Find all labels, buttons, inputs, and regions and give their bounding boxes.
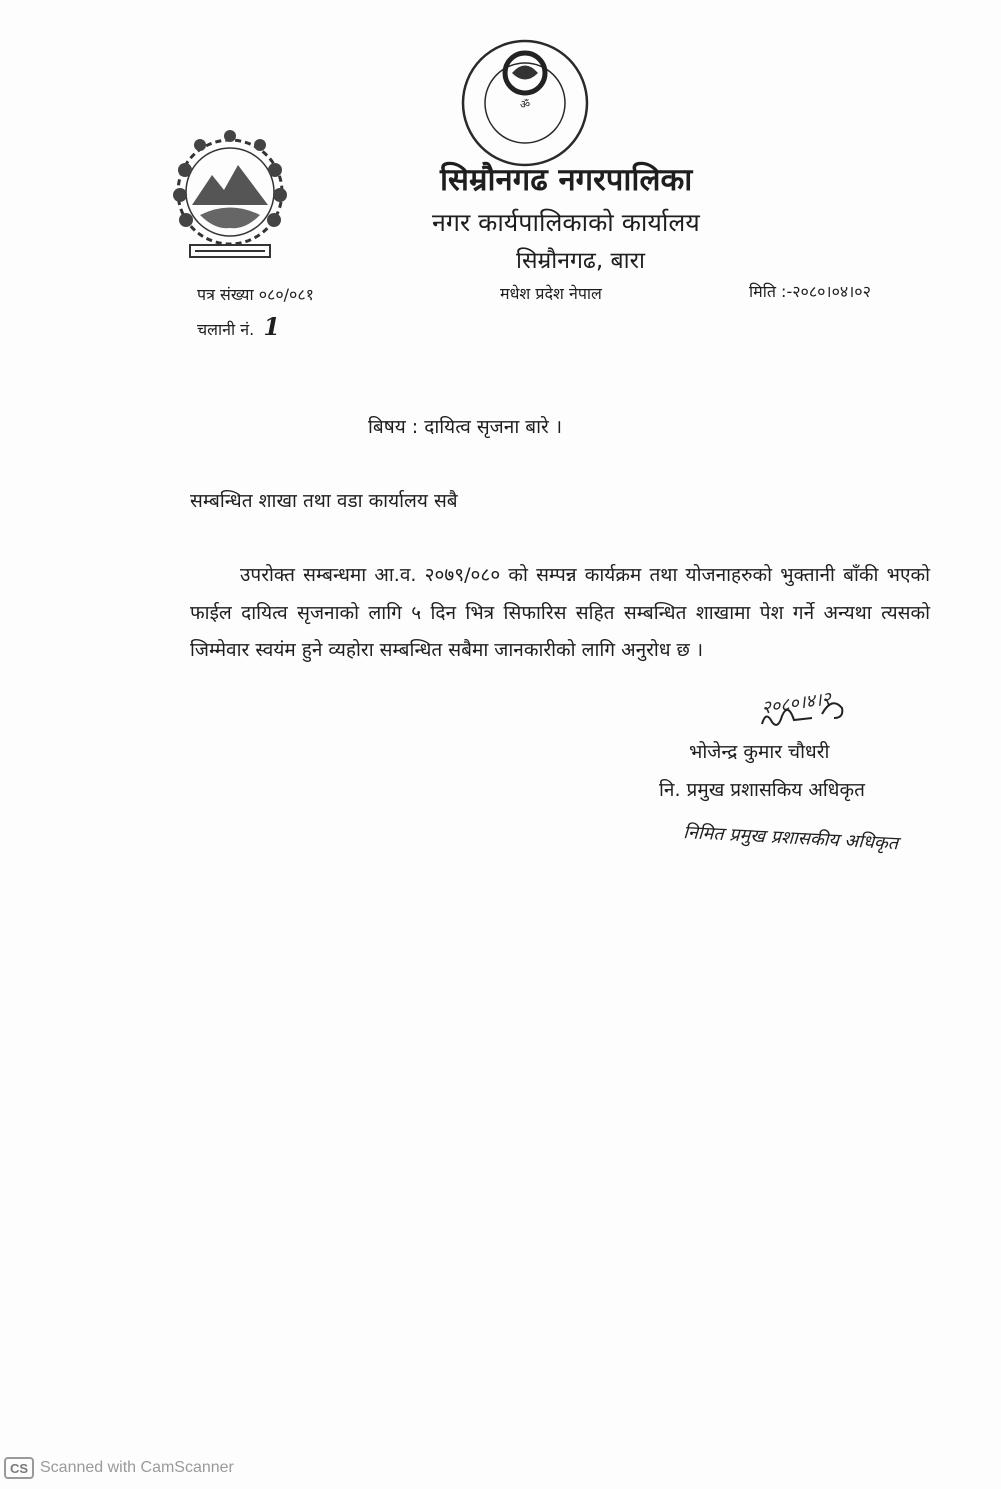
nepal-emblem-icon <box>160 120 300 270</box>
dispatch-number <box>197 312 280 341</box>
camscanner-text: Scanned with CamScanner <box>40 1459 234 1476</box>
province-name: मधेश प्रदेश नेपाल <box>500 284 602 303</box>
signer-stamp-title: निमित प्रमुख प्रशासकीय अधिकृत <box>682 821 899 855</box>
signature-date: २०८०।४।२ <box>760 688 833 719</box>
office-stamp-icon <box>450 28 600 178</box>
office-name: नगर कार्यपालिकाको कार्यालय <box>432 208 700 237</box>
signer-name: भोजेन्द्र कुमार चौधरी <box>689 741 830 763</box>
scanner-watermark <box>4 1455 234 1481</box>
camscanner-logo: CS <box>4 1457 34 1479</box>
svg-text:ॐ: ॐ <box>519 98 531 111</box>
letter-body: उपरोक्त सम्बन्धमा आ.व. २०७९/०८० को सम्पन्न कार्यक्रम तथा योजनाहरुको भुक्तानी बाँकी भएको फाईल दायित्व सृजनाको लागि ५ दिन भित्र सिफारिस सहित सम्बन्धित शाखामा पेश गर्ने अन्यथा त्यसको जिम्मेवार स्वयंम हुने व्यहोरा सम्बन्धित सबैमा जानकारीको लागि अनुरोध छ । <box>190 564 930 661</box>
signer-title: नि. प्रमुख प्रशासकिय अधिकृत <box>659 779 865 801</box>
dispatch-number-label: चलानी नं. <box>197 320 255 339</box>
office-location: सिम्रौनगढ, बारा <box>516 248 645 274</box>
letter-date: मिति :-२०८०।०४।०२ <box>749 282 871 301</box>
letter-recipient: सम्बन्धित शाखा तथा वडा कार्यालय सबै <box>190 490 458 512</box>
municipality-name: सिम्रौनगढ नगरपालिका <box>440 162 693 198</box>
letter-number: पत्र संख्या ०८०/०८१ <box>197 285 315 304</box>
dispatch-number-value: 1 <box>263 312 281 341</box>
letter-subject: बिषय : दायित्व सृजना बारे । <box>368 416 563 438</box>
